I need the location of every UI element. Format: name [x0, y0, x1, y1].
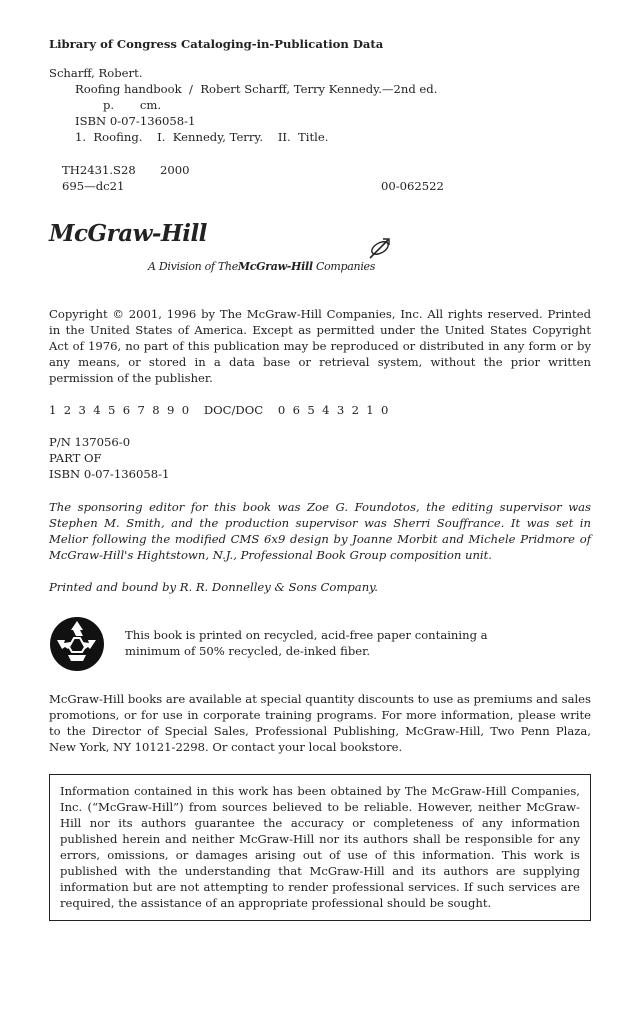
cip-author: Scharff, Robert. [49, 66, 143, 80]
dewey-class: 695—dc21 [62, 179, 125, 193]
disclaimer-box [49, 774, 591, 921]
cip-heading: Library of Congress Cataloging-in-Publication Data [49, 37, 384, 51]
call-numbers [49, 162, 449, 194]
publisher-logo-text: McGraw-Hill [49, 220, 207, 247]
part-of: PART OF [49, 451, 102, 465]
cip-pages: p. cm. [103, 98, 162, 112]
print-line: 1 2 3 4 5 6 7 8 9 0 DOC/DOC 0 6 5 4 3 2 1 0 [49, 403, 389, 417]
printer-credit: Printed and bound by R. R. Donnelley & Sons Company. [49, 580, 378, 594]
cip-year: 2000 [160, 163, 190, 177]
cip-title: Roofing handbook / Robert Scharff, Terry Kennedy.—2nd ed. [75, 82, 438, 96]
recycle-icon [49, 616, 105, 672]
disclaimer-text: Information contained in this work has been obtained by The McGraw-Hill Companies, Inc. (“McGraw-Hill”) from sources believed to be reliable. However, neither McGraw-Hill nor its authors guarantee the accuracy or completeness of any information published herein and neither McGraw-Hill nor its authors shall be responsible for any errors, omissions, or damages arising out of use of this information. This work is published with the understanding that McGraw-Hill and its authors are supplying information but are not attempting to render professional services. If such services are required, the assistance of an appropriate professional should be sought. [60, 784, 580, 910]
publisher-emblem-icon [366, 236, 392, 262]
recycled-line-2: minimum of 50% recycled, de-inked fiber. [125, 644, 371, 658]
cip-subjects: 1. Roofing. I. Kennedy, Terry. II. Title. [75, 130, 329, 144]
publisher-division [148, 259, 375, 275]
special-sales-notice: McGraw-Hill books are available at special quantity discounts to use as premiums and sales promotions, or for use in corporate training programs. For more information, please write to the Director of Special Sales, Professional Publishing, McGraw-Hill, Two Penn Plaza, New York, NY 10121-2298. Or contact your local bookstore. [49, 692, 591, 754]
recycled-line-1: This book is printed on recycled, acid-free paper containing a [125, 628, 488, 642]
cip-isbn: ISBN 0-07-136058-1 [75, 114, 196, 128]
part-number-block [49, 434, 591, 482]
division-suffix: Companies [315, 260, 376, 273]
lc-class: TH2431.S28 [62, 163, 136, 177]
recycled-paper-note [125, 627, 505, 659]
division-brand: McGraw-Hill [237, 260, 313, 273]
cip-record [49, 65, 469, 145]
copyright-notice: Copyright © 2001, 1996 by The McGraw-Hill Companies, Inc. All rights reserved. Printed in the United States of America. Except as permitted under the United States Copyright Act of 1976, no part of this publication may be reproduced or distributed in any form or by any means, or stored in a data base or retrieval system, without the prior written permission of the publisher. [49, 307, 591, 385]
part-isbn: ISBN 0-07-136058-1 [49, 467, 170, 481]
division-prefix: A Division of The [148, 260, 238, 273]
production-credits: The sponsoring editor for this book was Zoe G. Foundotos, the editing supervisor was Stephen M. Smith, and the production supervisor was Sherri Souffrance. It was set in Melior following the modified CMS 6x9 design by Joanne Morbit and Michele Pridmore of McGraw-Hill's Hightstown, N.J., Professional Book Group composition unit. [49, 500, 591, 562]
part-number: P/N 137056-0 [49, 435, 131, 449]
lccn: 00-062522 [381, 179, 444, 193]
